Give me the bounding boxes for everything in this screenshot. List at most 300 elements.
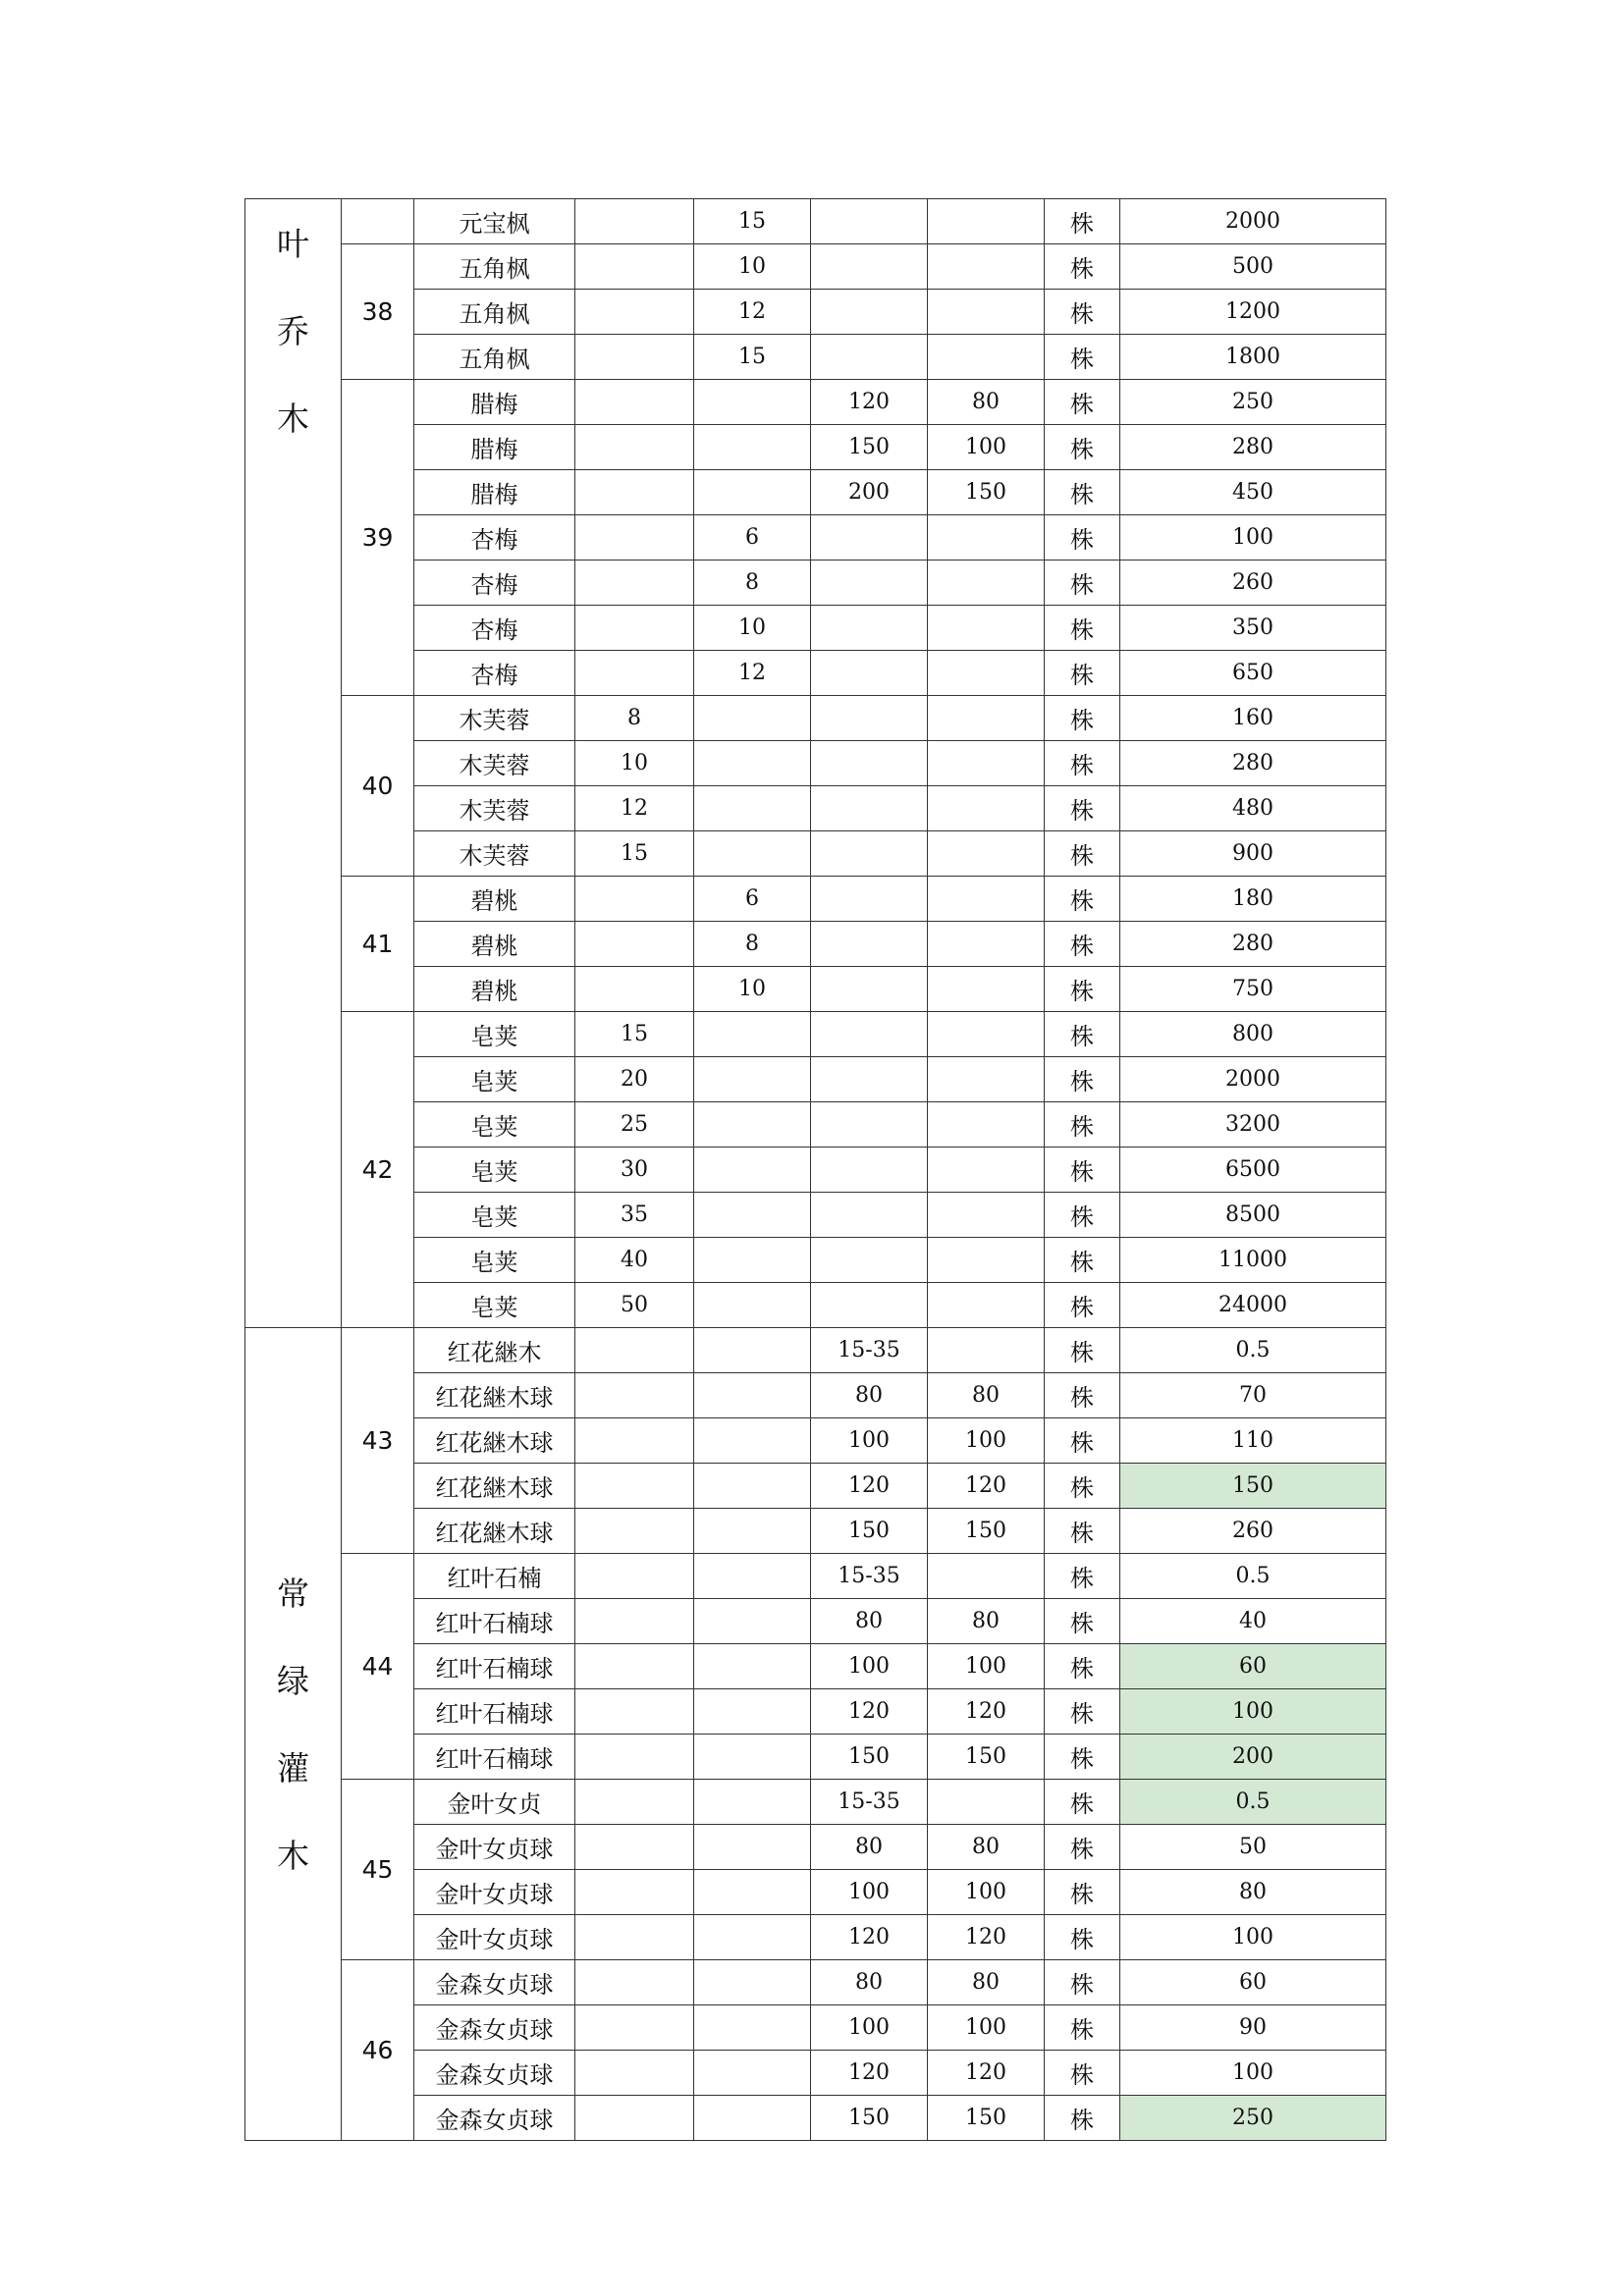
table-row	[245, 1193, 1386, 1238]
spec-cell	[694, 2096, 811, 2141]
unit-cell: 株	[1045, 1735, 1120, 1780]
spec-cell	[575, 967, 694, 1012]
plant-name-cell: 木芙蓉	[414, 786, 575, 831]
price-cell: 280	[1120, 425, 1386, 470]
table-row	[245, 515, 1386, 561]
price-cell: 8500	[1120, 1193, 1386, 1238]
unit-cell: 株	[1045, 335, 1120, 380]
plant-name-cell: 红叶石楠球	[414, 1689, 575, 1735]
plant-name-cell: 金叶女贞球	[414, 1825, 575, 1870]
spec-cell: 12	[694, 651, 811, 696]
spec-cell	[694, 425, 811, 470]
spec-cell	[928, 199, 1045, 244]
price-cell: 260	[1120, 561, 1386, 606]
table-row	[245, 741, 1386, 786]
spec-cell: 80	[811, 1373, 928, 1418]
spec-cell	[811, 290, 928, 335]
plant-name-cell: 腊梅	[414, 470, 575, 515]
spec-cell: 150	[811, 1735, 928, 1780]
price-cell: 650	[1120, 651, 1386, 696]
spec-cell	[575, 335, 694, 380]
spec-cell: 80	[928, 1960, 1045, 2005]
price-cell: 3200	[1120, 1102, 1386, 1148]
spec-cell	[694, 1418, 811, 1464]
table-row	[245, 786, 1386, 831]
spec-cell	[575, 1870, 694, 1915]
spec-cell	[811, 1238, 928, 1283]
plant-name-cell: 皂荚	[414, 1148, 575, 1193]
unit-cell: 株	[1045, 1509, 1120, 1554]
table-row	[245, 831, 1386, 877]
unit-cell: 株	[1045, 244, 1120, 290]
spec-cell	[575, 290, 694, 335]
table-row	[245, 2005, 1386, 2051]
plant-name-cell: 木芙蓉	[414, 831, 575, 877]
spec-cell	[928, 1057, 1045, 1102]
unit-cell: 株	[1045, 1870, 1120, 1915]
spec-cell	[811, 561, 928, 606]
spec-cell	[575, 2051, 694, 2096]
spec-cell: 80	[928, 380, 1045, 425]
spec-cell	[928, 244, 1045, 290]
spec-cell: 100	[928, 2005, 1045, 2051]
table-row	[245, 380, 1386, 425]
spec-cell	[928, 515, 1045, 561]
unit-cell: 株	[1045, 425, 1120, 470]
spec-cell: 10	[575, 741, 694, 786]
spec-cell	[811, 651, 928, 696]
unit-cell: 株	[1045, 1193, 1120, 1238]
spec-cell	[575, 1915, 694, 1960]
spec-cell	[928, 651, 1045, 696]
spec-cell: 10	[694, 967, 811, 1012]
plant-name-cell: 元宝枫	[414, 199, 575, 244]
spec-cell: 10	[694, 606, 811, 651]
table-row	[245, 1825, 1386, 1870]
table-row	[245, 877, 1386, 922]
table-row	[245, 244, 1386, 290]
item-number-cell: 44	[342, 1554, 414, 1780]
spec-cell	[575, 1735, 694, 1780]
spec-cell	[694, 1148, 811, 1193]
price-cell: 280	[1120, 922, 1386, 967]
spec-cell: 12	[575, 786, 694, 831]
spec-cell	[811, 696, 928, 741]
unit-cell: 株	[1045, 1780, 1120, 1825]
price-cell: 0.5	[1120, 1780, 1386, 1825]
spec-cell	[811, 199, 928, 244]
spec-cell: 25	[575, 1102, 694, 1148]
plant-name-cell: 碧桃	[414, 967, 575, 1012]
plant-name-cell: 金叶女贞球	[414, 1915, 575, 1960]
unit-cell: 株	[1045, 651, 1120, 696]
table-row	[245, 967, 1386, 1012]
unit-cell: 株	[1045, 877, 1120, 922]
unit-cell: 株	[1045, 922, 1120, 967]
table-row	[245, 1373, 1386, 1418]
spec-cell	[928, 877, 1045, 922]
spec-cell	[575, 199, 694, 244]
unit-cell: 株	[1045, 831, 1120, 877]
unit-cell: 株	[1045, 741, 1120, 786]
plant-name-cell: 金森女贞球	[414, 1960, 575, 2005]
plant-name-cell: 五角枫	[414, 290, 575, 335]
spec-cell	[575, 2096, 694, 2141]
price-table	[244, 198, 1386, 2141]
unit-cell: 株	[1045, 1102, 1120, 1148]
spec-cell	[575, 606, 694, 651]
spec-cell: 200	[811, 470, 928, 515]
spec-cell	[575, 470, 694, 515]
table-row	[245, 1012, 1386, 1057]
plant-name-cell: 红花継木	[414, 1328, 575, 1373]
spec-cell	[694, 1102, 811, 1148]
spec-cell: 80	[811, 1599, 928, 1644]
table-row	[245, 1148, 1386, 1193]
plant-name-cell: 腊梅	[414, 380, 575, 425]
spec-cell	[694, 470, 811, 515]
category-char: 乔	[277, 312, 309, 350]
unit-cell: 株	[1045, 1373, 1120, 1418]
spec-cell	[811, 967, 928, 1012]
price-cell: 24000	[1120, 1283, 1386, 1328]
category-char: 常	[277, 1575, 309, 1613]
spec-cell	[928, 786, 1045, 831]
price-cell: 100	[1120, 1689, 1386, 1735]
price-cell: 1200	[1120, 290, 1386, 335]
spec-cell: 100	[811, 1418, 928, 1464]
spec-cell: 10	[694, 244, 811, 290]
item-number-cell: 40	[342, 696, 414, 877]
item-number-cell: 45	[342, 1780, 414, 1960]
spec-cell	[928, 1193, 1045, 1238]
spec-cell: 35	[575, 1193, 694, 1238]
unit-cell: 株	[1045, 786, 1120, 831]
spec-cell: 150	[928, 1509, 1045, 1554]
unit-cell: 株	[1045, 515, 1120, 561]
price-cell: 0.5	[1120, 1328, 1386, 1373]
spec-cell	[928, 831, 1045, 877]
category-char: 绿	[277, 1662, 309, 1700]
plant-name-cell: 金森女贞球	[414, 2005, 575, 2051]
plant-name-cell: 杏梅	[414, 515, 575, 561]
table-row	[245, 1102, 1386, 1148]
price-cell: 70	[1120, 1373, 1386, 1418]
item-number-cell	[342, 199, 414, 244]
unit-cell: 株	[1045, 1554, 1120, 1599]
spec-cell	[575, 1960, 694, 2005]
spec-cell	[928, 1780, 1045, 1825]
spec-cell	[928, 922, 1045, 967]
plant-name-cell: 杏梅	[414, 606, 575, 651]
spec-cell: 120	[928, 2051, 1045, 2096]
spec-cell	[928, 1554, 1045, 1599]
spec-cell	[575, 1464, 694, 1509]
price-cell: 60	[1120, 1644, 1386, 1689]
plant-name-cell: 金森女贞球	[414, 2096, 575, 2141]
spec-cell: 15-35	[811, 1554, 928, 1599]
price-cell: 100	[1120, 1915, 1386, 1960]
spec-cell	[694, 1915, 811, 1960]
item-number-cell: 43	[342, 1328, 414, 1554]
spec-cell	[575, 1825, 694, 1870]
spec-cell: 15-35	[811, 1780, 928, 1825]
spec-cell	[575, 561, 694, 606]
plant-name-cell: 金森女贞球	[414, 2051, 575, 2096]
plant-name-cell: 五角枫	[414, 335, 575, 380]
unit-cell: 株	[1045, 1418, 1120, 1464]
spec-cell: 120	[811, 380, 928, 425]
spec-cell: 150	[928, 470, 1045, 515]
spec-cell: 120	[928, 1464, 1045, 1509]
spec-cell	[811, 335, 928, 380]
plant-name-cell: 红花継木球	[414, 1464, 575, 1509]
plant-name-cell: 金叶女贞	[414, 1780, 575, 1825]
spec-cell	[694, 2005, 811, 2051]
spec-cell	[811, 244, 928, 290]
plant-name-cell: 红花継木球	[414, 1373, 575, 1418]
unit-cell: 株	[1045, 2051, 1120, 2096]
unit-cell: 株	[1045, 1283, 1120, 1328]
price-cell: 500	[1120, 244, 1386, 290]
plant-name-cell: 皂荚	[414, 1193, 575, 1238]
spec-cell	[928, 1238, 1045, 1283]
plant-name-cell: 杏梅	[414, 561, 575, 606]
spec-cell: 80	[811, 1825, 928, 1870]
plant-name-cell: 金叶女贞球	[414, 1870, 575, 1915]
spec-cell	[694, 1464, 811, 1509]
spec-cell	[811, 922, 928, 967]
unit-cell: 株	[1045, 1012, 1120, 1057]
spec-cell	[694, 1780, 811, 1825]
category-char: 叶	[277, 225, 309, 263]
spec-cell	[694, 1960, 811, 2005]
spec-cell: 8	[575, 696, 694, 741]
item-number-cell: 39	[342, 380, 414, 696]
plant-name-cell: 皂荚	[414, 1057, 575, 1102]
spec-cell	[575, 922, 694, 967]
spec-cell: 100	[811, 1644, 928, 1689]
spec-cell	[694, 1554, 811, 1599]
table-row	[245, 1554, 1386, 1599]
plant-name-cell: 木芙蓉	[414, 741, 575, 786]
price-cell: 40	[1120, 1599, 1386, 1644]
spec-cell	[575, 1689, 694, 1735]
spec-cell	[575, 1554, 694, 1599]
plant-name-cell: 腊梅	[414, 425, 575, 470]
plant-name-cell: 皂荚	[414, 1283, 575, 1328]
price-cell: 480	[1120, 786, 1386, 831]
spec-cell: 15	[694, 199, 811, 244]
spec-cell: 8	[694, 561, 811, 606]
spec-cell: 8	[694, 922, 811, 967]
spec-cell: 80	[811, 1960, 928, 2005]
price-cell: 60	[1120, 1960, 1386, 2005]
spec-cell	[694, 1825, 811, 1870]
spec-cell	[575, 1328, 694, 1373]
unit-cell: 株	[1045, 1689, 1120, 1735]
spec-cell	[694, 1057, 811, 1102]
spec-cell	[811, 1193, 928, 1238]
spec-cell	[575, 1373, 694, 1418]
price-cell: 90	[1120, 2005, 1386, 2051]
spec-cell	[928, 1148, 1045, 1193]
plant-name-cell: 皂荚	[414, 1102, 575, 1148]
spec-cell	[928, 1283, 1045, 1328]
plant-name-cell: 杏梅	[414, 651, 575, 696]
spec-cell	[694, 786, 811, 831]
price-cell: 180	[1120, 877, 1386, 922]
spec-cell	[928, 696, 1045, 741]
plant-name-cell: 红叶石楠球	[414, 1599, 575, 1644]
category-char: 木	[277, 400, 309, 438]
spec-cell: 150	[928, 1735, 1045, 1780]
spec-cell	[575, 244, 694, 290]
spec-cell: 150	[811, 1509, 928, 1554]
table-row	[245, 1464, 1386, 1509]
unit-cell: 株	[1045, 1825, 1120, 1870]
table-row	[245, 1328, 1386, 1373]
unit-cell: 株	[1045, 199, 1120, 244]
spec-cell: 120	[928, 1915, 1045, 1960]
unit-cell: 株	[1045, 1599, 1120, 1644]
unit-cell: 株	[1045, 290, 1120, 335]
spec-cell	[694, 1870, 811, 1915]
spec-cell	[694, 1735, 811, 1780]
category-char: 灌	[277, 1749, 309, 1788]
spec-cell: 15	[575, 1012, 694, 1057]
unit-cell: 株	[1045, 1464, 1120, 1509]
spec-cell	[928, 606, 1045, 651]
spec-cell	[694, 1238, 811, 1283]
table-row	[245, 1283, 1386, 1328]
price-cell: 250	[1120, 2096, 1386, 2141]
price-cell: 750	[1120, 967, 1386, 1012]
price-cell: 900	[1120, 831, 1386, 877]
spec-cell	[694, 1193, 811, 1238]
price-cell: 160	[1120, 696, 1386, 741]
spec-cell	[694, 1328, 811, 1373]
spec-cell	[928, 967, 1045, 1012]
spec-cell	[575, 1644, 694, 1689]
spec-cell	[575, 1509, 694, 1554]
spec-cell	[811, 877, 928, 922]
plant-name-cell: 皂荚	[414, 1012, 575, 1057]
spec-cell: 30	[575, 1148, 694, 1193]
plant-name-cell: 红花継木球	[414, 1418, 575, 1464]
price-table-body	[245, 199, 1386, 2141]
spec-cell	[575, 877, 694, 922]
spec-cell: 150	[811, 425, 928, 470]
spec-cell	[575, 425, 694, 470]
spec-cell	[811, 606, 928, 651]
spec-cell	[928, 1102, 1045, 1148]
table-row	[245, 651, 1386, 696]
spec-cell: 100	[928, 1644, 1045, 1689]
unit-cell: 株	[1045, 1915, 1120, 1960]
spec-cell	[811, 741, 928, 786]
unit-cell: 株	[1045, 470, 1120, 515]
spec-cell: 6	[694, 515, 811, 561]
price-cell: 200	[1120, 1735, 1386, 1780]
table-row	[245, 290, 1386, 335]
table-row	[245, 1915, 1386, 1960]
table-row	[245, 922, 1386, 967]
spec-cell: 120	[928, 1689, 1045, 1735]
spec-cell	[811, 1102, 928, 1148]
spec-cell: 80	[928, 1599, 1045, 1644]
spec-cell: 150	[928, 2096, 1045, 2141]
spec-cell	[694, 1509, 811, 1554]
table-row	[245, 1418, 1386, 1464]
spec-cell	[694, 1599, 811, 1644]
table-row	[245, 606, 1386, 651]
table-row	[245, 1960, 1386, 2005]
price-cell: 110	[1120, 1418, 1386, 1464]
spec-cell	[694, 1283, 811, 1328]
price-cell: 11000	[1120, 1238, 1386, 1283]
unit-cell: 株	[1045, 606, 1120, 651]
spec-cell	[928, 1012, 1045, 1057]
spec-cell	[811, 1148, 928, 1193]
spec-cell	[575, 1599, 694, 1644]
spec-cell	[811, 515, 928, 561]
unit-cell: 株	[1045, 1328, 1120, 1373]
table-row	[245, 1780, 1386, 1825]
price-cell: 350	[1120, 606, 1386, 651]
price-cell: 2000	[1120, 199, 1386, 244]
spec-cell: 15-35	[811, 1328, 928, 1373]
price-cell: 250	[1120, 380, 1386, 425]
spec-cell	[575, 1780, 694, 1825]
unit-cell: 株	[1045, 1644, 1120, 1689]
spec-cell	[694, 380, 811, 425]
unit-cell: 株	[1045, 1148, 1120, 1193]
spec-cell	[694, 741, 811, 786]
unit-cell: 株	[1045, 967, 1120, 1012]
table-row	[245, 1509, 1386, 1554]
spec-cell: 100	[928, 1870, 1045, 1915]
spec-cell	[694, 696, 811, 741]
table-row	[245, 1238, 1386, 1283]
spec-cell	[811, 1283, 928, 1328]
table-row	[245, 1644, 1386, 1689]
price-cell: 260	[1120, 1509, 1386, 1554]
unit-cell: 株	[1045, 696, 1120, 741]
spec-cell	[928, 561, 1045, 606]
spec-cell: 12	[694, 290, 811, 335]
table-row	[245, 1735, 1386, 1780]
unit-cell: 株	[1045, 2005, 1120, 2051]
category-cell	[245, 1328, 342, 2141]
unit-cell: 株	[1045, 1960, 1120, 2005]
spec-cell: 120	[811, 2051, 928, 2096]
table-row	[245, 1870, 1386, 1915]
item-number-cell: 41	[342, 877, 414, 1012]
table-row	[245, 335, 1386, 380]
spec-cell	[928, 1328, 1045, 1373]
plant-name-cell: 红叶石楠	[414, 1554, 575, 1599]
spec-cell	[811, 1057, 928, 1102]
spec-cell	[928, 741, 1045, 786]
unit-cell: 株	[1045, 1238, 1120, 1283]
item-number-cell: 38	[342, 244, 414, 380]
spec-cell	[928, 290, 1045, 335]
table-row	[245, 2096, 1386, 2141]
spec-cell: 80	[928, 1825, 1045, 1870]
spec-cell: 100	[811, 2005, 928, 2051]
item-number-cell: 46	[342, 1960, 414, 2141]
